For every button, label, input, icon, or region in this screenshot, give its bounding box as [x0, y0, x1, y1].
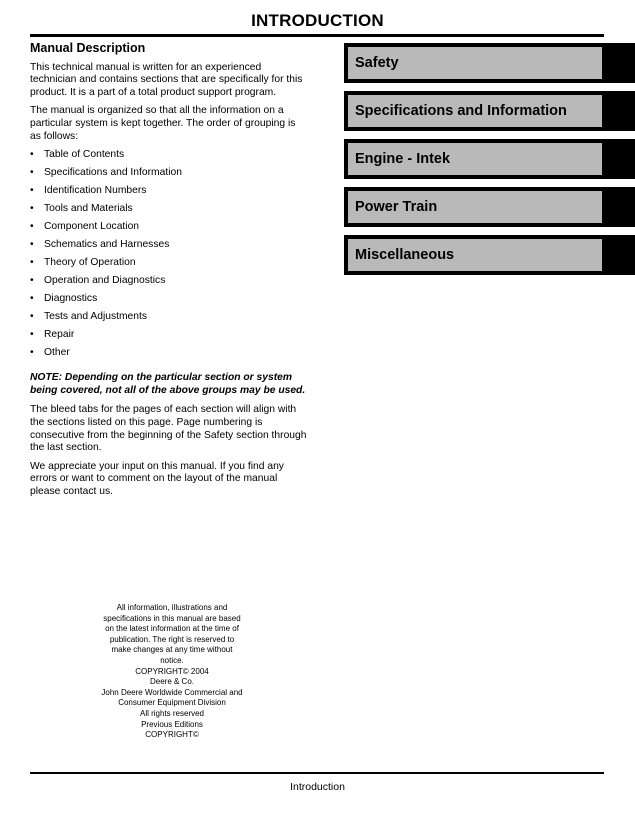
tab-power-train[interactable]: [344, 187, 635, 227]
bullet-icon: •: [30, 311, 34, 323]
tab-label[interactable]: Miscellaneous: [348, 239, 602, 271]
list-item: [30, 185, 308, 203]
note-text: NOTE: Depending on the particular section or system being covered, not all of the above groups may be used.: [30, 372, 306, 396]
copyright-line: All rights reserved: [139, 708, 205, 718]
copyright-line: publication. The right is reserved to: [109, 634, 235, 644]
bullet-icon: •: [30, 149, 34, 161]
list-item-label: Specifications and Information: [44, 167, 182, 179]
section-tabs: [344, 43, 635, 283]
feedback-paragraph: We appreciate your input on this manual. If you find any errors or want to comment on the layout of the manual please contact us.: [30, 460, 284, 497]
bleed-tabs-paragraph: The bleed tabs for the pages of each section will align with the sections listed on this page. Page numbering is consecutive from the beginning of the Safety section through the last section.: [30, 404, 307, 454]
list-item: [30, 347, 308, 365]
tab-miscellaneous[interactable]: [344, 235, 635, 275]
organization-paragraph: The manual is organized so that all the information on a particular system is kept together. The order of grouping is as follows:: [30, 105, 296, 142]
copyright-line: John Deere Worldwide Commercial and: [101, 687, 243, 697]
bullet-icon: •: [30, 167, 34, 179]
header-rule: [30, 34, 604, 37]
tab-specifications-and-information[interactable]: [344, 91, 635, 131]
list-item: [30, 239, 308, 257]
copyright-line: make changes at any time without: [111, 645, 233, 655]
list-item-label: Tools and Materials: [44, 203, 133, 215]
copyright-line: All information, illustrations and: [116, 603, 228, 612]
copyright-line: notice.: [160, 655, 184, 665]
copyright-line: Previous Editions: [141, 719, 203, 729]
list-item-label: Operation and Diagnostics: [44, 275, 166, 287]
copyright-line: COPYRIGHT© 2004: [135, 666, 209, 676]
copyright-line: specifications in this manual are based: [103, 613, 241, 623]
list-item: [30, 149, 308, 167]
copyright-block: [82, 603, 262, 741]
page-title: INTRODUCTION: [251, 11, 384, 30]
list-item: [30, 203, 308, 221]
list-item-label: Theory of Operation: [44, 257, 136, 269]
footer-rule: [30, 772, 604, 774]
bullet-icon: •: [30, 329, 34, 341]
bullet-icon: •: [30, 185, 34, 197]
bullet-icon: •: [30, 203, 34, 215]
list-item: [30, 275, 308, 293]
list-item: [30, 311, 308, 329]
list-item-label: Schematics and Harnesses: [44, 239, 170, 251]
list-item-label: Component Location: [44, 221, 140, 233]
list-item: [30, 329, 308, 347]
copyright-line: Deere & Co.: [149, 677, 195, 687]
copyright-line: Consumer Equipment Division: [118, 698, 226, 708]
tab-engine-intek[interactable]: [344, 139, 635, 179]
bullet-icon: •: [30, 347, 34, 359]
list-item-label: Diagnostics: [44, 293, 98, 305]
list-item: [30, 293, 308, 311]
list-item: [30, 257, 308, 275]
list-item: [30, 221, 308, 239]
bullet-icon: •: [30, 293, 34, 305]
copyright-line: COPYRIGHT©: [145, 730, 199, 740]
list-item-label: Identification Numbers: [44, 185, 147, 197]
bullet-icon: •: [30, 257, 34, 269]
bullet-icon: •: [30, 239, 34, 251]
group-list: [30, 149, 308, 365]
tab-safety[interactable]: [344, 43, 635, 83]
list-item-label: Other: [44, 347, 70, 359]
list-item-label: Tests and Adjustments: [44, 311, 148, 323]
bullet-icon: •: [30, 275, 34, 287]
tab-label[interactable]: Specifications and Information: [348, 95, 602, 127]
tab-label[interactable]: Safety: [348, 47, 602, 79]
list-item-label: Repair: [44, 329, 75, 341]
tab-label[interactable]: Power Train: [348, 191, 602, 223]
bullet-icon: •: [30, 221, 34, 233]
section-heading: Manual Description: [30, 41, 146, 55]
list-item: [30, 167, 308, 185]
list-item-label: Table of Contents: [44, 149, 125, 161]
copyright-line: on the latest information at the time of: [105, 624, 239, 634]
manual-description-column: [30, 42, 308, 505]
footer-label: Introduction: [290, 781, 345, 793]
intro-paragraph: This technical manual is written for an experienced technician and contains sections that are specifically for this product. It is a part of a total product support program.: [30, 61, 303, 98]
tab-label[interactable]: Engine - Intek: [348, 143, 602, 175]
